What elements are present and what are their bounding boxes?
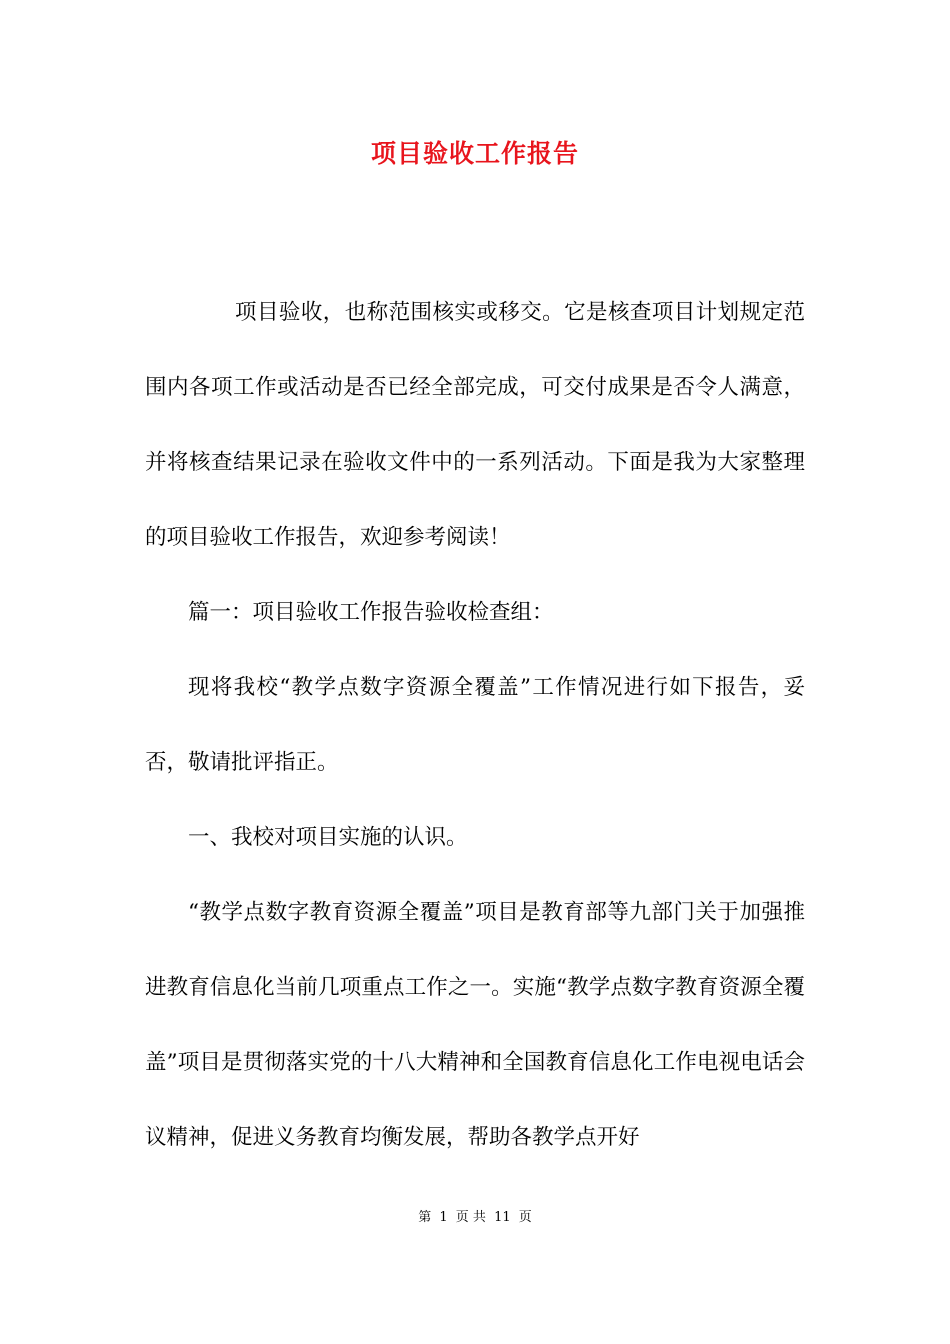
footer-page-total: 11	[494, 1210, 511, 1225]
paragraph-section-heading: 篇一：项目验收工作报告验收检查组：	[188, 600, 554, 625]
paragraph-subheading-1: 一、我校对项目实施的认识。	[188, 825, 468, 850]
paragraph-intro: 项目验收，也称范围核实或移交。它是核查项目计划规定范围内各项工作或活动是否已经全部完成，可交付成果是否令人满意，并将核查结果记录在验收文件中的一系列活动。下面是我为大家整理的项目验收工作报告，欢迎参考阅读！	[145, 300, 805, 550]
paragraph-report-opening: 现将我校“教学点数字资源全覆盖”工作情况进行如下报告，妥否，敬请批评指正。	[145, 675, 805, 775]
document-body	[145, 275, 805, 1175]
paragraph-project-description: “教学点数字教育资源全覆盖”项目是教育部等九部门关于加强推进教育信息化当前几项重点工作之一。实施“教学点数字教育资源全覆盖”项目是贯彻落实党的十八大精神和全国教育信息化工作电视电话会议精神，促进义务教育均衡发展，帮助各教学点开好	[145, 900, 805, 1150]
footer-page-prefix: 第	[418, 1210, 432, 1225]
footer-page-suffix: 页	[518, 1210, 532, 1225]
footer-page-mid: 页 共	[455, 1210, 486, 1225]
footer-page-number: 1	[439, 1210, 448, 1225]
page-footer	[0, 1208, 950, 1228]
document-title: 项目验收工作报告	[370, 139, 579, 168]
